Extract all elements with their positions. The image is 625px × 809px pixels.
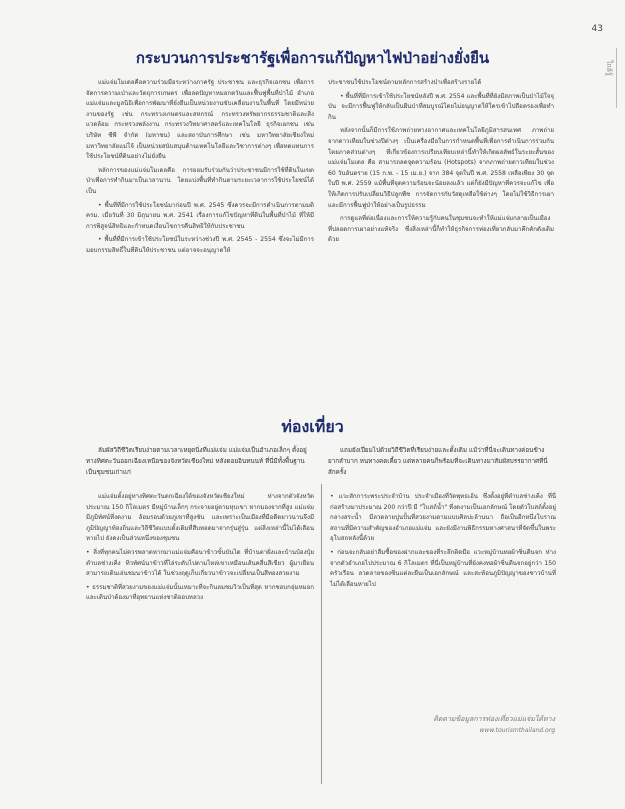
paragraph: หลังจากนั้นก็มีการใช้ภาพถ่ายทางอากาศและเทคโนโลยีภูมิสารสนเทศ ภาพถ่ายจากดาวเทียมในช่วงปีต่างๆ เป็นเครื่องมือในการกำหนดพื้นที่เพื่อการดำเนินการร่วมกันโดยภาคส่วนต่างๆ ที่เกี่ยวข้องการเปรียบเทียบเหล่านี้ทำให้เกิดผลลัพธ์ในระยะสั้นของแม่แจ่มโมเดล คือ สามารถลดจุดความร้อน (Hotspots) จากภาพถ่ายดาวเทียมในช่วง 60 วันอันตราย (15 ก.พ. - 15 เม.ย.) จาก 384 จุดในปี พ.ศ. 2558 เหลือเพียง 30 จุดในปี พ.ศ. 2559 แม้พื้นที่จุดความร้อนจะน้อยลงแล้ว แต่ก็ยังมีปัญหาที่ควรจะแก้ไข เพื่อให้เกิดการปรับเปลี่ยนวิธีปลูกพืช การจัดการกับวัสดุเหลือใช้ต่างๆ โดยไม่ใช้วิธีการเผาและมีการฟื้นฟูป่าให้อย่างเป็นรูปธรรม (328, 127, 554, 209)
column-1 (86, 78, 314, 260)
intro-right (328, 445, 554, 478)
bullet-paragraph: • พื้นที่ที่มีการเข้าใช้ประโยชน์ในระหว่างช่วงปี พ.ศ. 2545 - 2554 ซึ่งจะไม่มีการมอบกรรมสิทธิ์ในที่ดินให้ประชาชน แต่อาจจะอนุญาตให้ (86, 236, 314, 254)
credit-caption: ติดตามข้อมูลการท่องเที่ยวแม่แจ่มได้ทาง (433, 715, 555, 723)
page-number: 43 (591, 24, 603, 34)
bullet-paragraph: • สิ่งที่ทุกคนไม่ควรพลาดหากมาแม่แจ่มคือนาข้าวขั้นบันได ที่บ้านตาฝั่งและบ้านบ้องปุ๋ย ตำบลช่างเคิ่ง ทิวทัศน์นาข้าวที่ไล่ระดับไปตามไหล่เขาเหมือนเส้นคลื่นสีเขียว ผู้มาเยือนสามารถเดินเล่นชมนาข้าวได้ ในช่วงฤดูเก็บเกี่ยวนาข้าวจะเปลี่ยนเป็นสีทองสวยงาม (86, 548, 314, 578)
paragraph: การดูแลที่ต่อเนื่องและการให้ความรู้กับคนในชุมชนจะทำให้แม่แจ่มกลายเป็นเมืองที่ปลอดการเผาอย่างแท้จริง ซึ่งสิ่งเหล่านี้ก็ทำให้ธุรกิจการท่องเที่ยวกลับมาคึกคักดังเดิมด้วย (328, 215, 554, 244)
paragraph: แม่แจ่มตั้งอยู่ทางทิศตะวันตกเฉียงใต้ของจังหวัดเชียงใหม่ ห่างจากตัวจังหวัดประมาณ 150 กิโลเมตร มีหมู่บ้านเล็กๆ กระจายอยู่ตามหุบเขา หากมองจากที่สูง แม่แจ่มมีภูมิทัศน์ที่งดงาม ล้อมรอบด้วยภูเขาที่สูงชัน และเพราะเป็นเมืองที่มีอดีตยาวนานจึงมีภูมิปัญญาท้องถิ่นและวิถีชีวิตแบบดั้งเดิมที่สืบทอดมาจากรุ่นสู่รุ่น แต่สิ่งเหล่านี้ไม่ได้เลือนหายไป ยังคงเป็นส่วนหนึ่งของชุมชน (86, 493, 314, 543)
paragraph: แม่แจ่มโมเดลคือความร่วมมือระหว่างภาครัฐ ประชาชน และธุรกิจเอกชน เพื่อการจัดการความเป่าและวัตถุการเกษตร เพื่อลดปัญหาหมอกควันและฟื้นฟูพื้นที่ป่าไม้ อำเภอแม่แจ่มและมูลนิธิเพื่อการพัฒนาที่ยั่งยืนเป็นหน่วยงานขับเคลื่อนงานในพื้นที่ โดยมีหน่วยงานของรัฐ เช่น กระทรวงเกษตรและสหกรณ์ กระทรวงทรัพยากรธรรมชาติและสิ่งแวดล้อม กระทรวงพลังงาน กระทรวงวิทยาศาสตร์และเทคโนโลยี ธุรกิจเอกชน เช่น บริษัท ซีพี จำกัด (มหาชน) และสถาบันการศึกษา เช่น มหาวิทยาลัยเชียงใหม่ มหาวิทยาลัยแม่โจ้ เป็นหน่วยสนับสนุนด้านเทคโนโลยีและวิชาการต่างๆ เพื่อทดแทนการใช้ประโยชน์ที่ดินอย่างไม่ยั่งยืน (86, 79, 314, 161)
side-label: ใกล้รู้ (605, 60, 613, 76)
intro-text: ลัมผัสวิถีชีวิตเรียบง่ายตามเวลาเหยุดนิ่งที่แม่แจ่ม แม่แจ่มเป็นอำเภอเล็กๆ ตั้งอยู่ทางทิศตะวันออกเฉียงเหนือของจังหวัดเชียงใหม่ หลังดอยอินทนนท์ ที่นี่มีทั้งพื้นฐานเป็นชุมชนเก่าแก่ (86, 447, 307, 476)
paragraph: หลักการของแม่แจ่มโมเดลคือ การยอมรับร่วมกันว่าประชาชนมีการใช้ที่ดินในเขตป่าเพื่อการทำกินมาเป็นเวลานาน โดยแบ่งพื้นที่ทำกินตามระยะเวลาการใช้ประโยชน์ได้เป็น (86, 166, 314, 195)
intro-left (86, 445, 314, 478)
bullet-paragraph: • ก่อนจะกลับอย่าลืมซื้อของฝากและของที่ระลึกติดมือ แวะหมู่บ้านทอผ้าซิ่นตีนจก ห่างจากตัวอำเภอไปประมาณ 6 กิโลเมตร ที่นี่เป็นหมู่บ้านที่ยังคงทอผ้าซิ่นตีนจกอยู่กว่า 150 ครัวเรือน ลวดลายของซิ่นแต่ละผืนเป็นเอกลักษณ์ และสะท้อนภูมิปัญญาของชาวบ้านที่ไม่ได้เลือนหายไป (330, 548, 556, 588)
article-title: กระบวนการประชารัฐเพื่อการแก้ปัญหาไฟป่าอย่างยั่งยืน (135, 49, 490, 67)
bullet-paragraph: • ธรรมชาติที่สวยงามของแม่แจ่มนั้นเหมาะที่จะกินลมชมวิวเป็นที่สุด หากชอบกลุ่มหมอกและเดินป่าต้องมาที่อุทยานแห่งชาติออบหลวง (86, 583, 314, 602)
column-divider (321, 484, 322, 784)
bullet-paragraph: • พื้นที่ที่มีการเข้าใช้ประโยชน์หลังปี พ.ศ. 2554 และพื้นที่ที่ยังมีสภาพเป็นป่าไม้ใจจุบัน จะมีการฟื้นฟูให้กลับเป็นผืนป่าที่สมบูรณ์โดยไม่อนุญาตให้ใครเข้าไปถือครองเพื่อทำกิน (328, 92, 554, 121)
paragraph: ประชาชนใช้ประโยชน์ตามหลักการสร้างป่าเพื่อสร้างรายได้ (328, 79, 482, 86)
credit-url[interactable]: www.tourismthailand.org (479, 727, 555, 734)
column-3 (86, 492, 314, 607)
bullet-paragraph: • แวะสักการะพระประจำบ้าน ประจำเมืองที่วัดพุทธเอ้น ซึ่งตั้งอยู่ที่ตำบลช่างเคิ่ง ที่นี่ก่อสร้างมาประมาณ 200 กว่าปี มี "โบสถ์น้ำ" ที่งดงามเป็นเอกลักษณ์ โดยตัวโบสถ์ตั้งอยู่กลางสระน้ำ มีลวดลายปูนปั้นที่สวยงามตามแบบศิลปะล้านนา ถือเป็นอีกหนึ่งโบราณสถานที่มีความสำคัญของอำเภอแม่แจ่ม และยังมีงานพิธีกรรมทางศาสนาที่จัดขึ้นในพระอุโบสถหลังนี้ด้วย (330, 493, 556, 543)
column-4 (330, 492, 556, 593)
column-2 (328, 78, 554, 249)
bullet-paragraph: • พื้นที่ที่มีการใช้ประโยชน์มาก่อนปี พ.ศ. 2545 ซึ่งควรจะมีการดำเนินการตามมติ ครม. เมื่อวันที่ 30 มิถุนายน พ.ศ. 2541 เรื่องการแก้ไขปัญหาที่ดินในพื้นที่ป่าไม้ ที่ให้มีการพิสูจน์สิทธิและกำหนดเงื่อนไขการคืนสิทธิให้กับประชาชน (86, 201, 314, 230)
section-title: ท่องเที่ยว (281, 417, 344, 436)
intro-text: แถมยังเปี่ยมไปด้วยวิถีชีวิตที่เรียบง่ายและดั้งเดิม แม้ว่าที่นี่จะเดินทางค่อนข้างยากลำบาก หนทางคดเคี้ยว แต่หลายคนก็พร้อมที่จะเดินทางมาสัมผัสบรรยากาศที่นี่สักครั้ง (328, 447, 548, 476)
